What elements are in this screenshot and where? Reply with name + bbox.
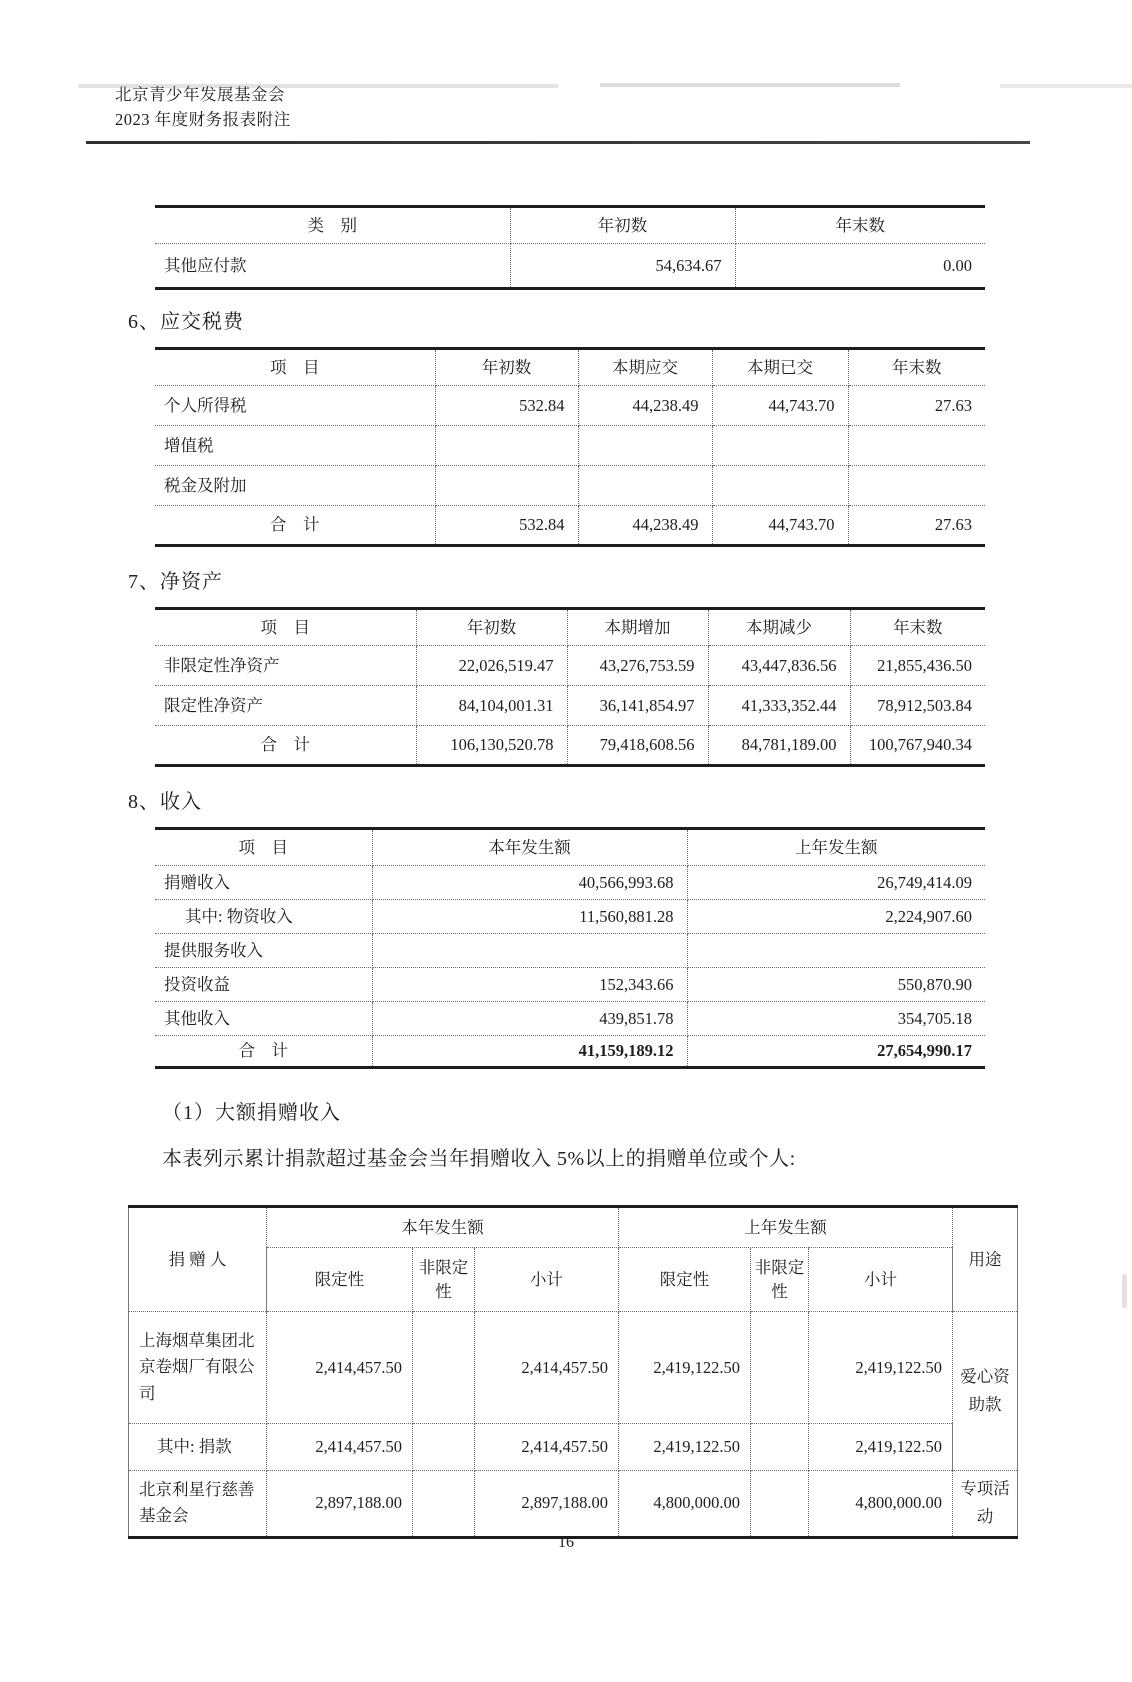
amount-cell: 27,654,990.17 — [687, 1036, 985, 1068]
table-header-row — [155, 207, 985, 244]
amount-cell — [435, 466, 578, 506]
table-taxes-payable — [155, 347, 985, 547]
table-row — [155, 646, 985, 686]
header-restricted: 限定性 — [619, 1248, 751, 1312]
org-name: 北京青少年发展基金会 — [115, 85, 285, 104]
row-label: 其他应付款 — [155, 244, 510, 289]
table-total-row — [155, 1036, 985, 1068]
amount-cell — [751, 1424, 809, 1471]
header-unrestricted: 非限定性 — [751, 1248, 809, 1312]
row-label: 捐赠收入 — [155, 866, 372, 900]
amount-cell: 36,141,854.97 — [567, 686, 708, 726]
row-label: 税金及附加 — [155, 466, 435, 506]
table-row — [155, 386, 985, 426]
document-title: 2023 年度财务报表附注 — [115, 110, 291, 129]
total-label: 合 计 — [155, 506, 435, 546]
amount-cell — [372, 934, 687, 968]
row-label: 投资收益 — [155, 968, 372, 1002]
table-income — [155, 827, 985, 1069]
header-current-year-amount: 本年发生额 — [372, 829, 687, 866]
table-header-row — [155, 609, 985, 646]
header-group-current-year: 本年发生额 — [267, 1207, 619, 1248]
table-row — [155, 1002, 985, 1036]
amount-cell: 439,851.78 — [372, 1002, 687, 1036]
purpose-cell: 爱心资助款 — [953, 1312, 1018, 1471]
section-7-title: 7、净资产 — [128, 571, 223, 593]
amount-cell: 21,855,436.50 — [850, 646, 985, 686]
donor-name: 北京利星行慈善基金会 — [129, 1471, 267, 1538]
amount-cell: 550,870.90 — [687, 968, 985, 1002]
header-group-prior-year: 上年发生额 — [619, 1207, 953, 1248]
amount-cell: 2,414,457.50 — [267, 1424, 413, 1471]
amount-cell — [578, 466, 712, 506]
table-row — [155, 244, 985, 289]
amount-cell — [687, 934, 985, 968]
donor-row — [129, 1471, 1018, 1538]
header-beginning-balance: 年初数 — [510, 207, 735, 244]
header-unrestricted: 非限定性 — [413, 1248, 475, 1312]
amount-cell: 44,238.49 — [578, 506, 712, 546]
row-label: 其中: 物资收入 — [155, 900, 372, 934]
amount-cell: 100,767,940.34 — [850, 726, 985, 766]
row-label: 限定性净资产 — [155, 686, 416, 726]
scan-artifact-side — [1122, 1274, 1127, 1308]
amount-cell: 43,276,753.59 — [567, 646, 708, 686]
amount-cell — [848, 426, 985, 466]
amount-cell: 152,343.66 — [372, 968, 687, 1002]
amount-cell — [413, 1312, 475, 1424]
header-divider — [86, 141, 1030, 144]
amount-cell: 0.00 — [735, 244, 985, 289]
header-ending-balance: 年末数 — [848, 349, 985, 386]
header-ending-balance: 年末数 — [850, 609, 985, 646]
total-label: 合 计 — [155, 1036, 372, 1068]
row-label: 非限定性净资产 — [155, 646, 416, 686]
table-other-payables — [155, 205, 985, 290]
amount-cell — [751, 1312, 809, 1424]
row-label: 提供服务收入 — [155, 934, 372, 968]
amount-cell: 2,224,907.60 — [687, 900, 985, 934]
row-label: 其他收入 — [155, 1002, 372, 1036]
amount-cell: 40,566,993.68 — [372, 866, 687, 900]
purpose-cell: 专项活动 — [953, 1471, 1018, 1538]
table-major-donors — [128, 1205, 1018, 1539]
table-header-row — [155, 829, 985, 866]
amount-cell: 44,743.70 — [712, 506, 848, 546]
header-accrued-this-period: 本期应交 — [578, 349, 712, 386]
donor-name: 上海烟草集团北京卷烟厂有限公司 — [129, 1312, 267, 1424]
amount-cell: 532.84 — [435, 386, 578, 426]
amount-cell: 2,419,122.50 — [809, 1424, 953, 1471]
amount-cell: 2,897,188.00 — [267, 1471, 413, 1538]
amount-cell — [413, 1471, 475, 1538]
amount-cell: 2,414,457.50 — [475, 1312, 619, 1424]
amount-cell: 2,414,457.50 — [475, 1424, 619, 1471]
amount-cell — [413, 1424, 475, 1471]
header-beginning-balance: 年初数 — [416, 609, 567, 646]
header-restricted: 限定性 — [267, 1248, 413, 1312]
table-row — [155, 934, 985, 968]
row-label: 增值税 — [155, 426, 435, 466]
amount-cell: 2,414,457.50 — [267, 1312, 413, 1424]
header-subtotal: 小计 — [475, 1248, 619, 1312]
header-item: 项 目 — [155, 829, 372, 866]
amount-cell: 11,560,881.28 — [372, 900, 687, 934]
amount-cell: 106,130,520.78 — [416, 726, 567, 766]
row-label: 个人所得税 — [155, 386, 435, 426]
amount-cell — [435, 426, 578, 466]
subsection-1-title: （1）大额捐赠收入 — [162, 1102, 341, 1124]
header-increase-this-period: 本期增加 — [567, 609, 708, 646]
amount-cell — [712, 466, 848, 506]
scan-artifact-top — [1000, 84, 1132, 88]
amount-cell: 79,418,608.56 — [567, 726, 708, 766]
amount-cell — [712, 426, 848, 466]
section-6-title: 6、应交税费 — [128, 311, 244, 333]
amount-cell: 44,238.49 — [578, 386, 712, 426]
header-donor: 捐 赠 人 — [129, 1207, 267, 1312]
amount-cell: 26,749,414.09 — [687, 866, 985, 900]
major-donors-description: 本表列示累计捐款超过基金会当年捐赠收入 5%以上的捐赠单位或个人: — [162, 1148, 796, 1170]
table-row — [155, 866, 985, 900]
table-row — [155, 968, 985, 1002]
donor-name: 其中: 捐款 — [129, 1424, 267, 1471]
header-purpose: 用途 — [953, 1207, 1018, 1312]
amount-cell: 2,419,122.50 — [619, 1424, 751, 1471]
header-prior-year-amount: 上年发生额 — [687, 829, 985, 866]
table-header-row — [155, 349, 985, 386]
amount-cell: 22,026,519.47 — [416, 646, 567, 686]
amount-cell: 532.84 — [435, 506, 578, 546]
amount-cell: 43,447,836.56 — [708, 646, 850, 686]
table-total-row — [155, 506, 985, 546]
amount-cell: 78,912,503.84 — [850, 686, 985, 726]
amount-cell: 4,800,000.00 — [619, 1471, 751, 1538]
total-label: 合 计 — [155, 726, 416, 766]
amount-cell — [751, 1471, 809, 1538]
header-subtotal: 小计 — [809, 1248, 953, 1312]
header-ending-balance: 年末数 — [735, 207, 985, 244]
amount-cell: 354,705.18 — [687, 1002, 985, 1036]
header-paid-this-period: 本期已交 — [712, 349, 848, 386]
table-net-assets — [155, 607, 985, 767]
amount-cell: 2,419,122.50 — [619, 1312, 751, 1424]
scan-artifact-top — [600, 83, 900, 87]
table-row — [155, 686, 985, 726]
header-decrease-this-period: 本期减少 — [708, 609, 850, 646]
donor-row — [129, 1312, 1018, 1424]
amount-cell: 84,104,001.31 — [416, 686, 567, 726]
amount-cell: 4,800,000.00 — [809, 1471, 953, 1538]
amount-cell: 41,159,189.12 — [372, 1036, 687, 1068]
amount-cell — [578, 426, 712, 466]
section-8-title: 8、收入 — [128, 791, 202, 813]
document-header — [115, 82, 1132, 132]
table-header-row — [129, 1207, 1018, 1248]
header-item: 项 目 — [155, 609, 416, 646]
table-row — [155, 426, 985, 466]
header-category: 类 别 — [155, 207, 510, 244]
amount-cell: 2,897,188.00 — [475, 1471, 619, 1538]
donor-row — [129, 1424, 1018, 1471]
table-row — [155, 466, 985, 506]
amount-cell: 27.63 — [848, 386, 985, 426]
scan-artifact-top — [78, 84, 558, 88]
amount-cell: 41,333,352.44 — [708, 686, 850, 726]
header-item: 项 目 — [155, 349, 435, 386]
header-beginning-balance: 年初数 — [435, 349, 578, 386]
table-row — [155, 900, 985, 934]
amount-cell: 84,781,189.00 — [708, 726, 850, 766]
page-number: 16 — [558, 1534, 574, 1551]
amount-cell: 44,743.70 — [712, 386, 848, 426]
amount-cell: 54,634.67 — [510, 244, 735, 289]
amount-cell: 27.63 — [848, 506, 985, 546]
amount-cell — [848, 466, 985, 506]
amount-cell: 2,419,122.50 — [809, 1312, 953, 1424]
table-total-row — [155, 726, 985, 766]
